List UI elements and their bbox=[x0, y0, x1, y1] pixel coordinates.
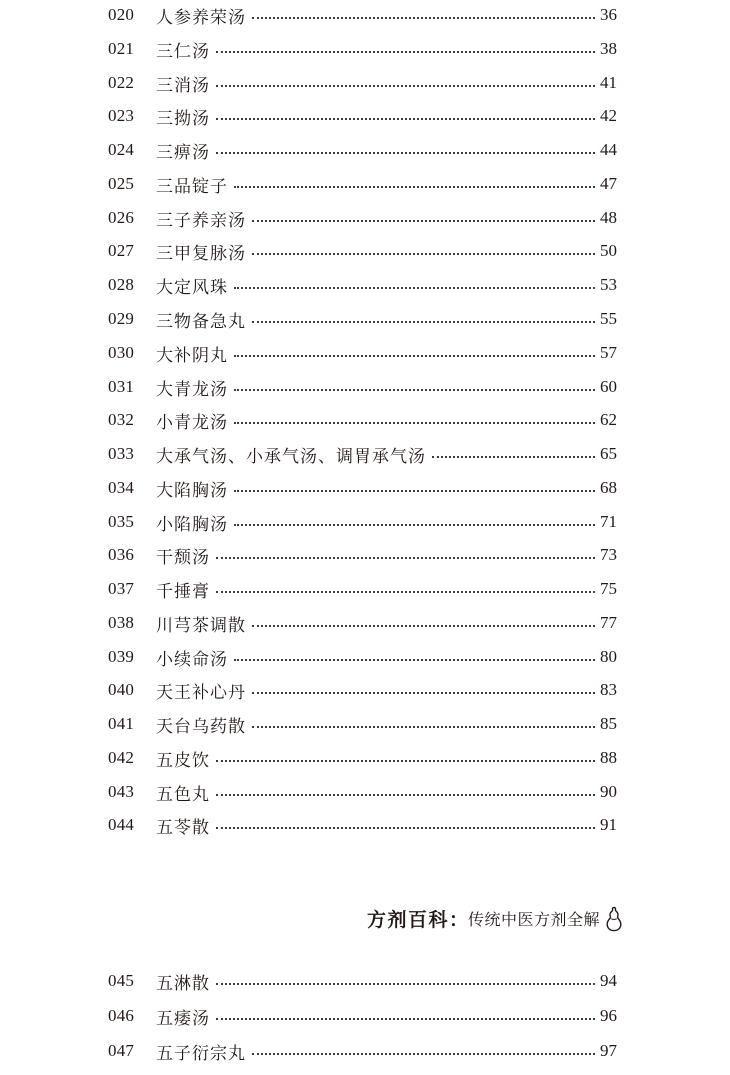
running-head bbox=[367, 905, 622, 932]
entry-number: 036 bbox=[108, 545, 135, 564]
entry-title: 人参养荣汤 bbox=[156, 7, 246, 28]
book-subtitle: 传统中医方剂全解 bbox=[467, 910, 600, 929]
toc-entry[interactable] bbox=[0, 370, 730, 404]
entry-title: 三甲复脉汤 bbox=[156, 243, 246, 264]
entry-title: 小青龙汤 bbox=[156, 412, 228, 433]
leader-dots bbox=[216, 557, 595, 559]
entry-title: 三仁汤 bbox=[156, 41, 210, 62]
entry-number: 033 bbox=[108, 444, 135, 463]
leader-dots bbox=[234, 287, 595, 289]
toc-entry[interactable] bbox=[0, 775, 730, 809]
entry-title: 千捶膏 bbox=[156, 581, 210, 602]
toc-entry[interactable] bbox=[0, 0, 730, 32]
entry-page: 80 bbox=[600, 647, 617, 666]
leader-dots bbox=[252, 692, 595, 694]
entry-title: 天台乌药散 bbox=[156, 716, 246, 737]
entry-title: 五子衍宗丸 bbox=[156, 1043, 246, 1064]
toc-entry[interactable] bbox=[0, 505, 730, 539]
entry-page: 90 bbox=[600, 782, 617, 801]
toc-entry[interactable] bbox=[0, 302, 730, 336]
toc-entry[interactable] bbox=[0, 268, 730, 302]
entry-page: 77 bbox=[600, 613, 617, 632]
leader-dots bbox=[252, 17, 595, 19]
entry-page: 36 bbox=[600, 5, 617, 24]
entry-page: 42 bbox=[600, 106, 617, 125]
leader-dots bbox=[216, 85, 595, 87]
entry-title: 五色丸 bbox=[156, 784, 210, 805]
entry-number: 031 bbox=[108, 377, 135, 396]
entry-page: 85 bbox=[600, 714, 617, 733]
entry-page: 97 bbox=[600, 1041, 617, 1060]
entry-title: 大定风珠 bbox=[156, 277, 228, 298]
leader-dots bbox=[234, 524, 595, 526]
entry-page: 94 bbox=[600, 971, 617, 990]
leader-dots bbox=[216, 1018, 595, 1020]
entry-page: 53 bbox=[600, 275, 617, 294]
entry-number: 027 bbox=[108, 241, 135, 260]
leader-dots bbox=[216, 51, 595, 53]
entry-page: 55 bbox=[600, 309, 617, 328]
entry-number: 043 bbox=[108, 782, 135, 801]
entry-page: 91 bbox=[600, 815, 617, 834]
entry-page: 68 bbox=[600, 478, 617, 497]
entry-number: 041 bbox=[108, 714, 135, 733]
entry-title: 五苓散 bbox=[156, 817, 210, 838]
entry-title: 五淋散 bbox=[156, 973, 210, 994]
toc-entry[interactable] bbox=[0, 808, 730, 842]
leader-dots bbox=[252, 1053, 595, 1055]
leader-dots bbox=[252, 625, 595, 627]
toc-entry[interactable] bbox=[0, 538, 730, 572]
entry-number: 021 bbox=[108, 39, 135, 58]
entry-title: 天王补心丹 bbox=[156, 682, 246, 703]
entry-number: 039 bbox=[108, 647, 135, 666]
entry-title: 三子养亲汤 bbox=[156, 210, 246, 231]
leader-dots bbox=[252, 726, 595, 728]
entry-number: 046 bbox=[108, 1006, 135, 1025]
toc-entry[interactable] bbox=[0, 99, 730, 133]
leader-dots bbox=[216, 794, 595, 796]
toc-entry[interactable] bbox=[0, 234, 730, 268]
leader-dots bbox=[234, 422, 595, 424]
entry-page: 62 bbox=[600, 410, 617, 429]
toc-entry[interactable] bbox=[0, 606, 730, 640]
entry-page: 65 bbox=[600, 444, 617, 463]
title-separator: ： bbox=[448, 909, 468, 931]
toc-entry[interactable] bbox=[0, 964, 730, 998]
entry-title: 大补阴丸 bbox=[156, 345, 228, 366]
leader-dots bbox=[216, 983, 595, 985]
leader-dots bbox=[252, 220, 595, 222]
entry-page: 44 bbox=[600, 140, 617, 159]
entry-page: 60 bbox=[600, 377, 617, 396]
leader-dots bbox=[432, 456, 595, 458]
entry-number: 042 bbox=[108, 748, 135, 767]
entry-title: 三痹汤 bbox=[156, 142, 210, 163]
entry-number: 026 bbox=[108, 208, 135, 227]
leader-dots bbox=[234, 389, 595, 391]
entry-number: 028 bbox=[108, 275, 135, 294]
toc-entry[interactable] bbox=[0, 707, 730, 741]
entry-number: 029 bbox=[108, 309, 135, 328]
entry-page: 47 bbox=[600, 174, 617, 193]
entry-number: 047 bbox=[108, 1041, 135, 1060]
entry-page: 48 bbox=[600, 208, 617, 227]
entry-number: 023 bbox=[108, 106, 135, 125]
leader-dots bbox=[216, 591, 595, 593]
toc-entry[interactable] bbox=[0, 640, 730, 674]
toc-entry[interactable] bbox=[0, 133, 730, 167]
gourd-icon bbox=[606, 906, 622, 932]
entry-title: 三消汤 bbox=[156, 75, 210, 96]
leader-dots bbox=[216, 118, 595, 120]
entry-number: 030 bbox=[108, 343, 135, 362]
entry-title: 三品锭子 bbox=[156, 176, 228, 197]
entry-page: 83 bbox=[600, 680, 617, 699]
entry-title: 大陷胸汤 bbox=[156, 480, 228, 501]
entry-number: 035 bbox=[108, 512, 135, 531]
leader-dots bbox=[252, 253, 595, 255]
toc-entry[interactable] bbox=[0, 999, 730, 1033]
entry-number: 032 bbox=[108, 410, 135, 429]
entry-title: 大青龙汤 bbox=[156, 379, 228, 400]
entry-title: 三拗汤 bbox=[156, 108, 210, 129]
entry-title: 五痿汤 bbox=[156, 1008, 210, 1029]
entry-title: 大承气汤、小承气汤、调胃承气汤 bbox=[156, 446, 426, 467]
entry-number: 044 bbox=[108, 815, 135, 834]
entry-page: 73 bbox=[600, 545, 617, 564]
entry-number: 037 bbox=[108, 579, 135, 598]
entry-page: 41 bbox=[600, 73, 617, 92]
toc-entry[interactable] bbox=[0, 572, 730, 606]
toc-entry[interactable] bbox=[0, 201, 730, 235]
entry-page: 57 bbox=[600, 343, 617, 362]
entry-title: 三物备急丸 bbox=[156, 311, 246, 332]
toc-entry[interactable] bbox=[0, 66, 730, 100]
toc-entry[interactable] bbox=[0, 471, 730, 505]
entry-title: 五皮饮 bbox=[156, 750, 210, 771]
entry-page: 38 bbox=[600, 39, 617, 58]
book-title: 方剂百科 bbox=[366, 909, 449, 931]
entry-title: 干颓汤 bbox=[156, 547, 210, 568]
entry-page: 88 bbox=[600, 748, 617, 767]
entry-title: 川芎茶调散 bbox=[156, 615, 246, 636]
entry-number: 038 bbox=[108, 613, 135, 632]
entry-title: 小陷胸汤 bbox=[156, 514, 228, 535]
leader-dots bbox=[216, 152, 595, 154]
entry-title: 小续命汤 bbox=[156, 649, 228, 670]
entry-number: 025 bbox=[108, 174, 135, 193]
leader-dots bbox=[234, 186, 595, 188]
entry-page: 50 bbox=[600, 241, 617, 260]
toc-entry[interactable] bbox=[0, 32, 730, 66]
leader-dots bbox=[234, 490, 595, 492]
toc-entry[interactable] bbox=[0, 741, 730, 775]
toc-entry[interactable] bbox=[0, 336, 730, 370]
entry-page: 75 bbox=[600, 579, 617, 598]
entry-number: 034 bbox=[108, 478, 135, 497]
entry-page: 71 bbox=[600, 512, 617, 531]
entry-number: 024 bbox=[108, 140, 135, 159]
leader-dots bbox=[252, 321, 595, 323]
toc-entry[interactable] bbox=[0, 167, 730, 201]
leader-dots bbox=[216, 760, 595, 762]
entry-number: 040 bbox=[108, 680, 135, 699]
leader-dots bbox=[234, 355, 595, 357]
toc-entry[interactable] bbox=[0, 437, 730, 471]
entry-number: 022 bbox=[108, 73, 135, 92]
leader-dots bbox=[234, 659, 595, 661]
entry-page: 96 bbox=[600, 1006, 617, 1025]
toc-entry[interactable] bbox=[0, 1034, 730, 1068]
toc-entry[interactable] bbox=[0, 403, 730, 437]
toc-entry[interactable] bbox=[0, 673, 730, 707]
entry-number: 020 bbox=[108, 5, 135, 24]
entry-number: 045 bbox=[108, 971, 135, 990]
leader-dots bbox=[216, 827, 595, 829]
